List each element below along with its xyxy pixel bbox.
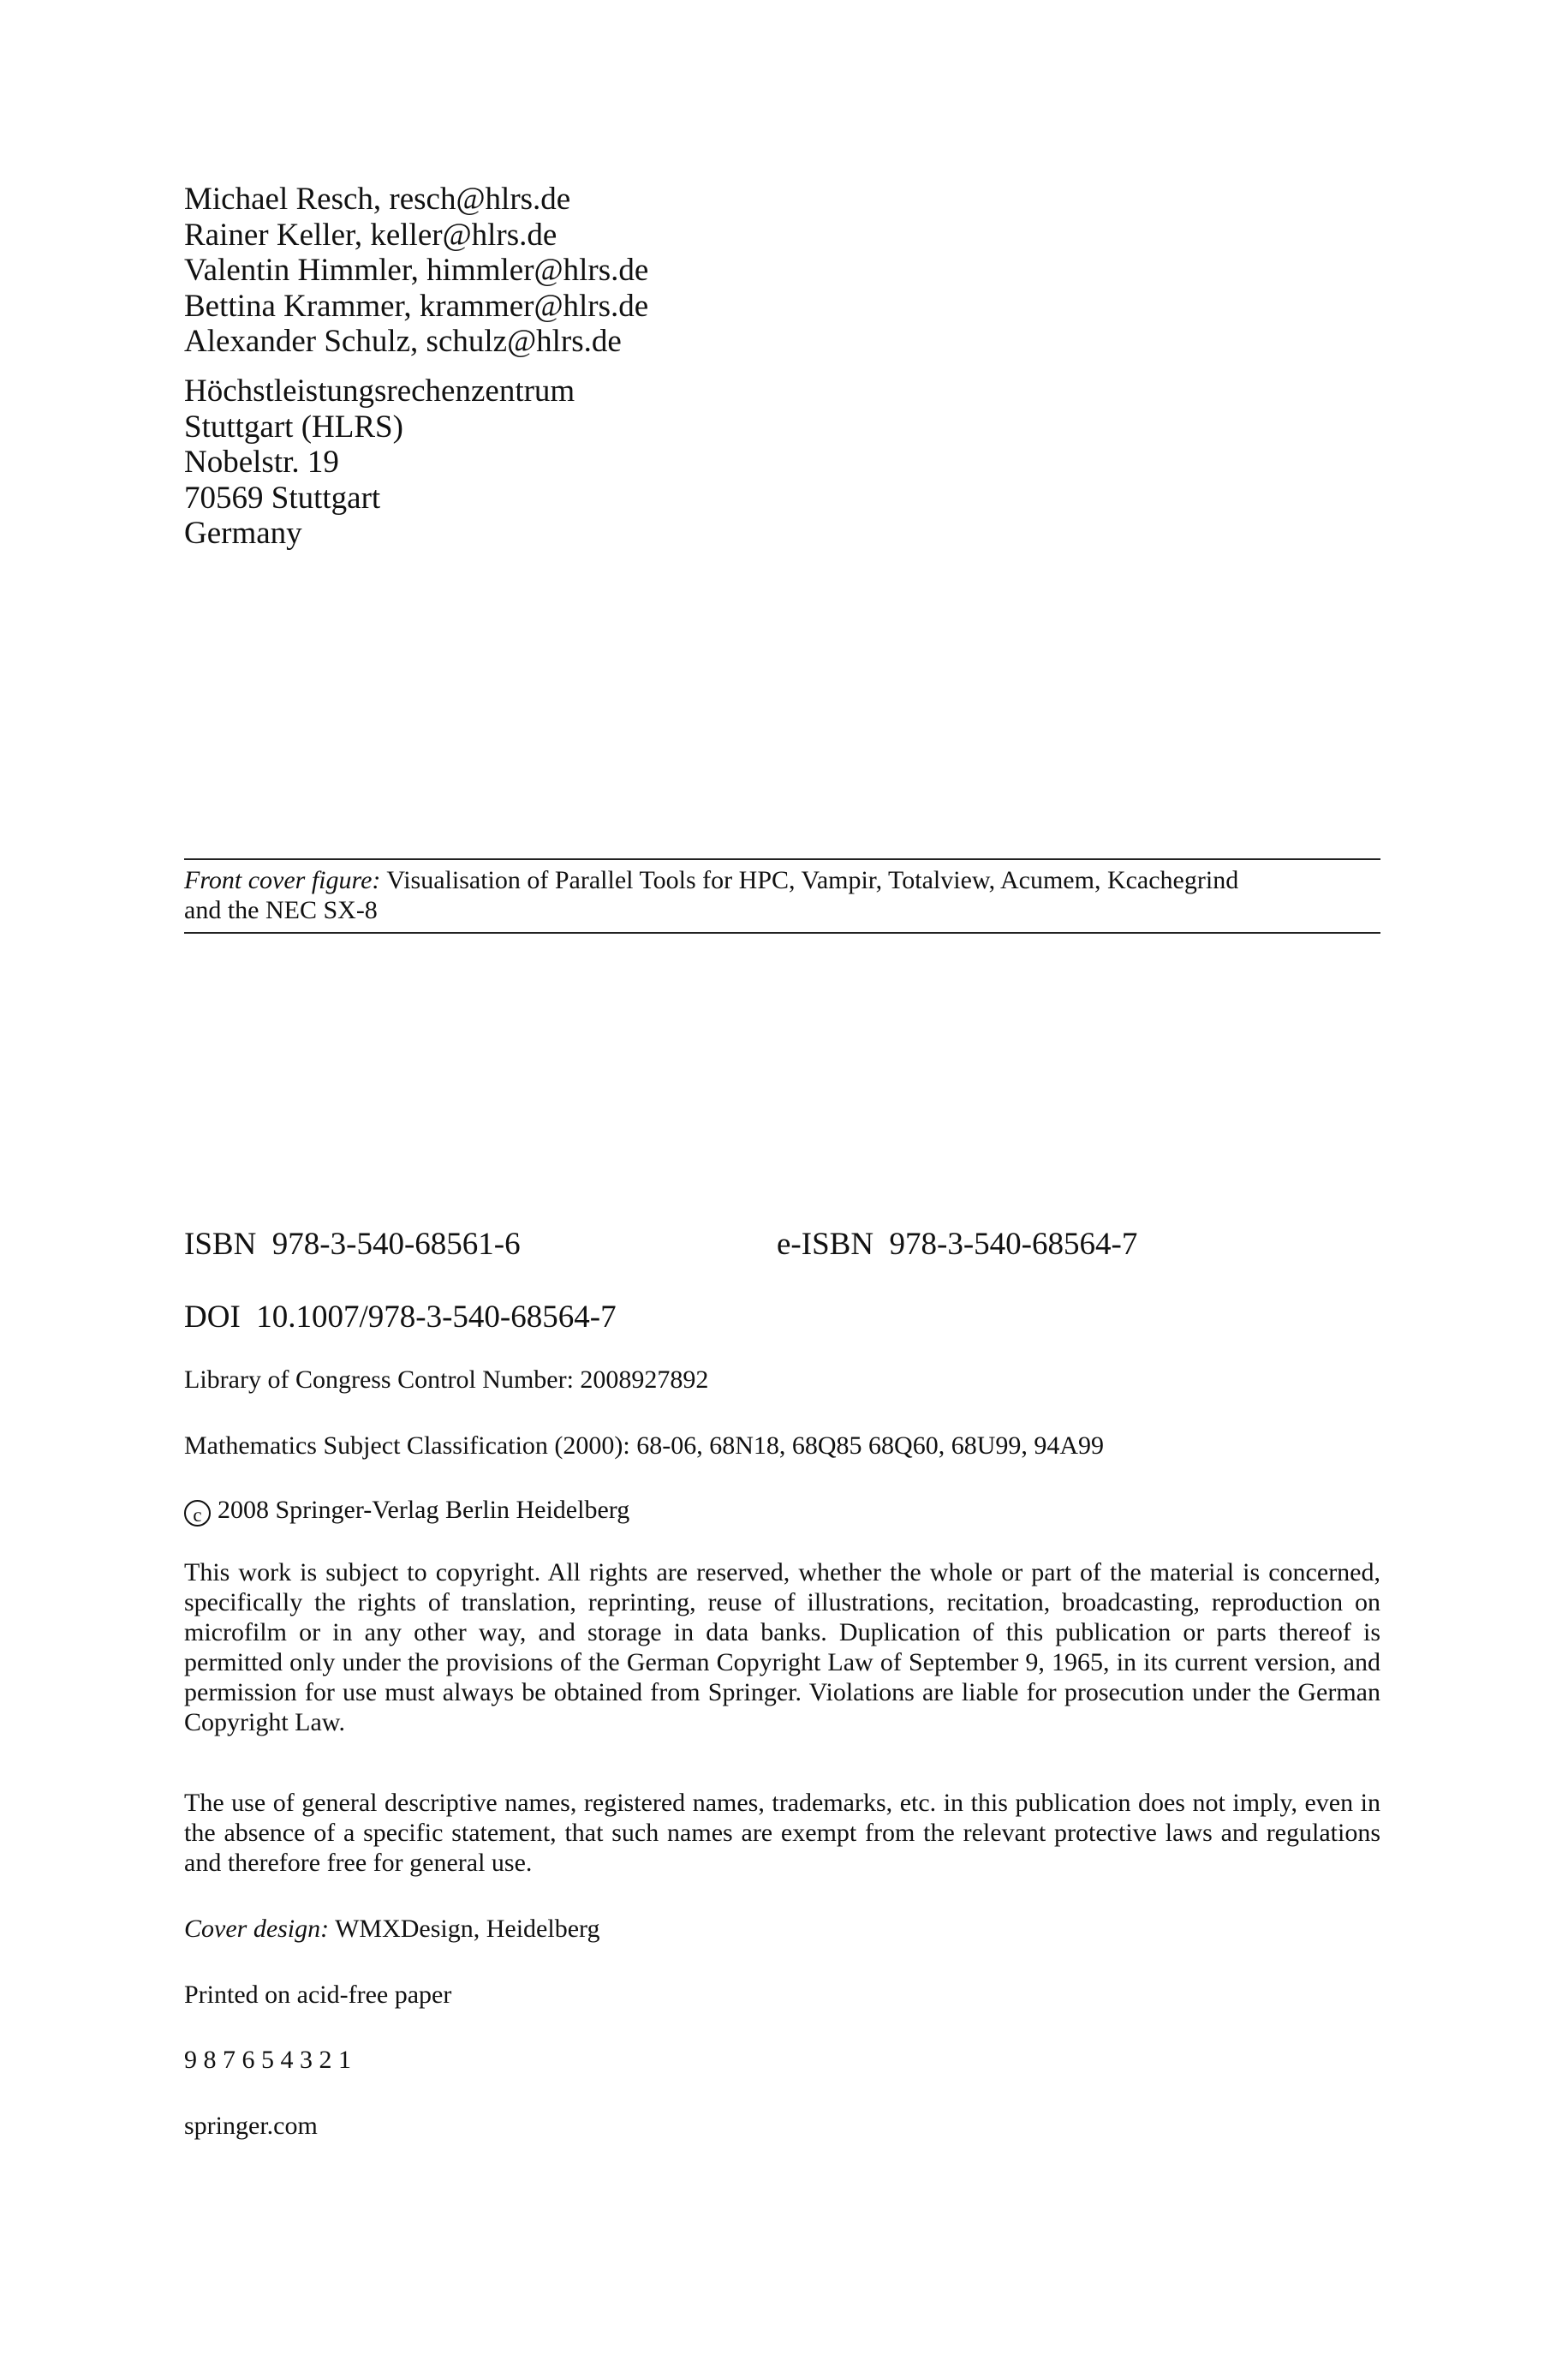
cover-figure-caption [184, 865, 1380, 925]
copyright-text: 2008 Springer-Verlag Berlin Heidelberg [218, 1496, 630, 1524]
website: springer.com [184, 2112, 318, 2140]
cover-design-text: WMXDesign, Heidelberg [329, 1915, 600, 1943]
msc: Mathematics Subject Classification (2000): 68-06, 68N18, 68Q85 68Q60, 68U99, 94A99 [184, 1431, 1105, 1460]
cover-figure-label: Front cover figure: [184, 866, 381, 894]
cover-figure-text-2: and the NEC SX-8 [184, 896, 378, 924]
copyright-line [184, 1495, 629, 1527]
caption-top-rule [184, 858, 1380, 860]
address-line: Höchstleistungsrechenzentrum [184, 373, 575, 409]
isbn: ISBN 978-3-540-68561-6 [184, 1227, 521, 1262]
address-line: Germany [184, 516, 302, 551]
address-block [184, 373, 575, 552]
print-line: 9 8 7 6 5 4 3 2 1 [184, 2046, 351, 2074]
doi: DOI 10.1007/978-3-540-68564-7 [184, 1300, 617, 1335]
author-line: Valentin Himmler, himmler@hlrs.de [184, 253, 649, 288]
author-line: Rainer Keller, keller@hlrs.de [184, 217, 557, 253]
cover-design [184, 1914, 599, 1944]
cover-design-label: Cover design: [184, 1915, 330, 1943]
address-line: 70569 Stuttgart [184, 480, 381, 516]
paper-note: Printed on acid-free paper [184, 1981, 452, 2009]
lccn: Library of Congress Control Number: 2008927892 [184, 1365, 709, 1394]
author-line: Alexander Schulz, schulz@hlrs.de [184, 324, 622, 359]
copyright-symbol: c [184, 1500, 211, 1527]
eisbn: e-ISBN 978-3-540-68564-7 [777, 1227, 1138, 1262]
author-list [184, 182, 648, 360]
caption-bottom-rule [184, 932, 1380, 934]
author-line: Bettina Krammer, krammer@hlrs.de [184, 288, 649, 324]
address-line: Nobelstr. 19 [184, 445, 339, 480]
address-line: Stuttgart (HLRS) [184, 409, 403, 445]
cover-figure-text-1: Visualisation of Parallel Tools for HPC, Vampir, Totalview, Acumem, Kcachegrind [380, 866, 1239, 894]
names-notice: The use of general descriptive names, registered names, trademarks, etc. in this publication does not imply, even in the absence of a specific statement, that such names are exempt from the relevant protective laws and regulations and therefore free for general use. [184, 1789, 1380, 1877]
copyright-notice: This work is subject to copyright. All rights are reserved, whether the whole or part of the material is concerned, specifically the rights of translation, reprinting, reuse of illustrations, recitation, broadcasting, reproduction on microfilm or in any other way, and storage in data banks. Duplication of this publication or parts thereof is permitted only under the provisions of the German Copyright Law of September 9, 1965, in its current version, and permission for use must always be obtained from Springer. Violations are liable for prosecution under the German Copyright Law. [184, 1558, 1380, 1736]
author-line: Michael Resch, resch@hlrs.de [184, 182, 571, 217]
